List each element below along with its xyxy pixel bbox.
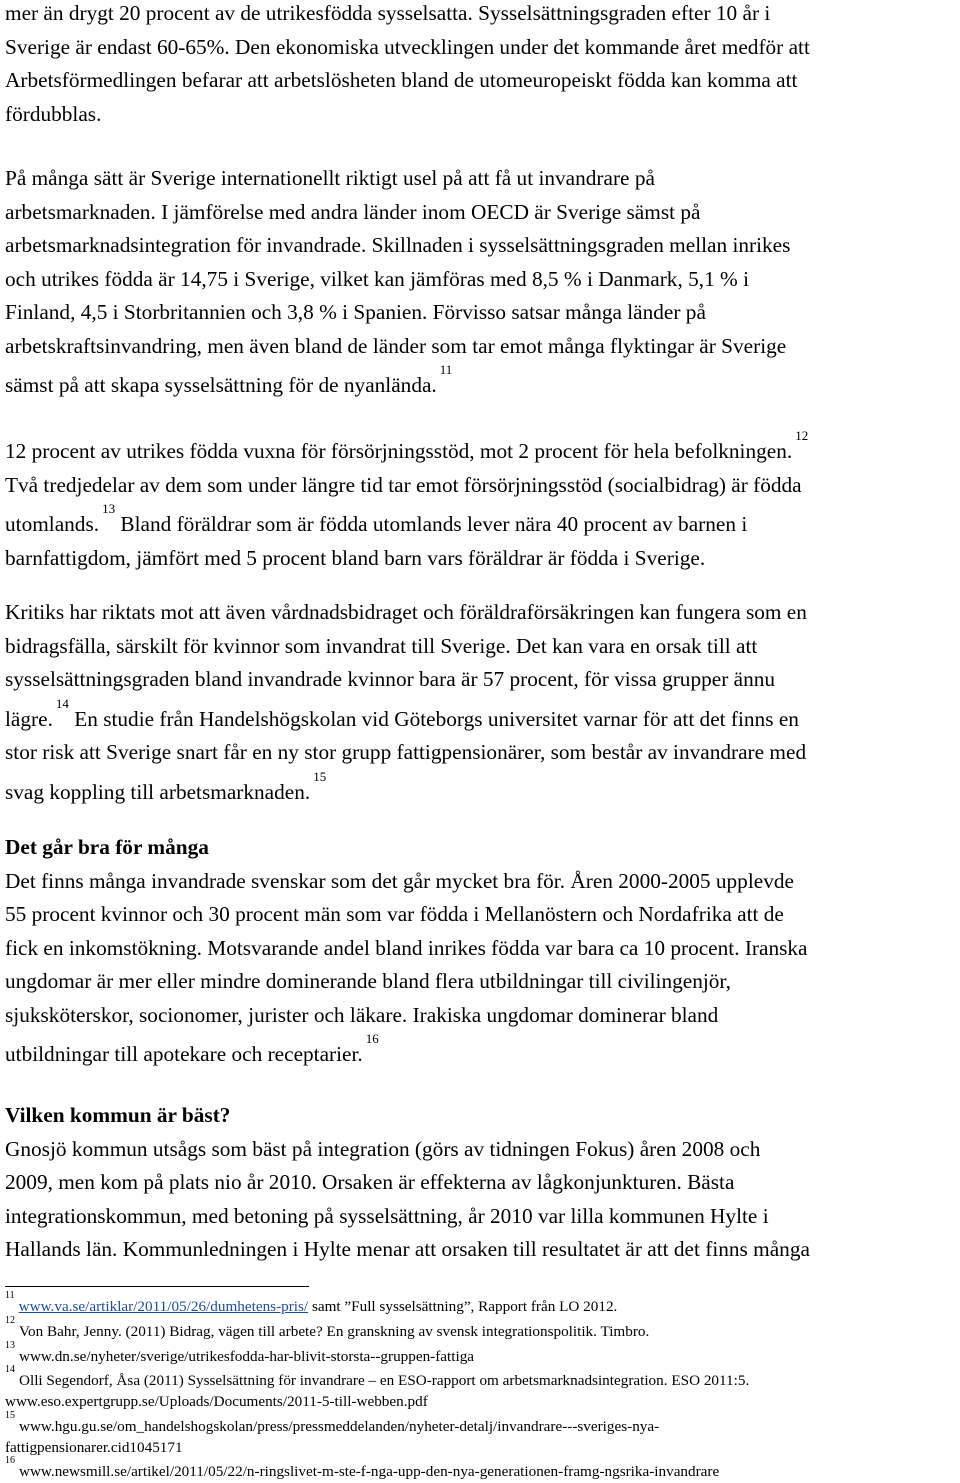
- text-segment: En studie från Handelshögskolan vid Göteborgs universitet varnar för att det finns en: [68, 706, 799, 731]
- text-line: arbetskraftsinvandring, men även bland de länder som tar emot många flyktingar är Sverige: [5, 333, 787, 358]
- text-line: På många sätt är Sverige internationellt riktigt usel på att få ut invandrare på: [5, 166, 655, 190]
- text-line: 55 procent kvinnor och 30 procent män som var födda i Mellanöstern och Nordafrika att de: [5, 902, 784, 926]
- text-line: arbetsmarknadsintegration för invandrade. Skillnaden i sysselsättningsgraden mellan inrikes: [5, 233, 791, 257]
- section-success: [5, 831, 960, 1072]
- text-segment: Bland föräldrar som är födda utomlands lever nära 40 procent av barnen i: [115, 512, 748, 537]
- text-line: sysselsättningsgraden bland invandrade kvinnor bara är 57 procent, för vissa grupper ännu: [5, 667, 776, 691]
- footnote-ref-12[interactable]: 12: [795, 428, 809, 443]
- text-line: [5, 770, 960, 810]
- footnote-13: [5, 1339, 960, 1368]
- text-line: [5, 697, 960, 737]
- text-line: Hallands län. Kommunledningen i Hylte menar att orsaken till resultatet är att det finns många: [5, 1237, 810, 1261]
- footnote-ref-13[interactable]: 13: [102, 501, 116, 517]
- text-line: Det finns många invandrade svenskar som det går mycket bra för. Åren 2000-2005 upplevde: [5, 868, 794, 893]
- footnote-ref-11[interactable]: 11: [439, 362, 453, 377]
- text-line: 2009, men kom på plats nio år 2010. Orsaken är effekterna av lågkonjunkturen. Bästa: [5, 1170, 735, 1194]
- text-line: [5, 1032, 960, 1072]
- text-line: fördubblas.: [5, 101, 102, 126]
- footnote-text: www.dn.se/nyheter/sverige/utrikesfodda-har-blivit-storsta--gruppen-fattiga: [19, 1347, 475, 1365]
- text-line: [5, 502, 960, 542]
- text-line: stor risk att Sverige snart får en ny stor grupp fattigpensionärer, som består av invandrare med: [5, 740, 807, 765]
- text-line: Kritiks har riktats mot att även vårdnadsbidraget och föräldraförsäkringen kan fungera som en: [5, 600, 807, 624]
- text-line: Sverige är endast 60-65%. Den ekonomiska utvecklingen under det kommande året medför att: [5, 34, 810, 59]
- text-line: sjuksköterskor, socionomer, jurister och läkare. Irakiska ungdomar dominerar bland: [5, 1002, 719, 1027]
- text-line: integrationskommun, med betoning på sysselsättning, år 2010 var lilla kommunen Hylte i: [5, 1203, 769, 1228]
- text-segment: utomlands.: [5, 512, 100, 537]
- text-line: Gnosjö kommun utsågs som bäst på integration (görs av tidningen Fokus) åren 2008 och: [5, 1136, 761, 1161]
- text-line: mer än drygt 20 procent av de utrikesfödda sysselsatta. Sysselsättningsgraden efter 10 år i: [5, 1, 771, 25]
- text-line: Arbetsförmedlingen befarar att arbetslösheten bland de utomeuropeiskt födda kan komma att: [5, 68, 798, 92]
- footnote-15-continued: fattigpensionarer.cid1045171: [5, 1438, 183, 1456]
- text-segment: utbildningar till apotekare och receptarier.: [5, 1042, 363, 1067]
- section-heading: Vilken kommun är bäst?: [5, 1103, 231, 1127]
- text-segment: lägre.: [5, 706, 53, 731]
- footnote-14: [5, 1364, 960, 1392]
- footnote-15: [5, 1409, 960, 1438]
- section-heading: Det går bra för många: [5, 835, 209, 859]
- paragraph-intro: [5, 0, 960, 131]
- text-line: ungdomar är mer eller mindre dominerande bland flera utbildningar till civilingenjör,: [5, 969, 731, 993]
- footnote-ref-16[interactable]: 16: [365, 1031, 379, 1046]
- footnote-link[interactable]: www.va.se/artiklar/2011/05/26/dumhetens-pris/: [18, 1298, 309, 1316]
- footnote-12: [5, 1314, 960, 1343]
- paragraph-oecd: [5, 162, 960, 403]
- footnote-text: Olli Segendorf, Åsa (2011) Sysselsättning för invandrare – en ESO-rapport om arbetsmarknadsintegration. ESO 2011:5.: [19, 1372, 750, 1390]
- text-line: och utrikes födda är 14,75 i Sverige, vilket kan jämföras med 8,5 % i Danmark, 5,1 % i: [5, 266, 750, 291]
- footnote-14-continued: www.eso.expertgrupp.se/Uploads/Documents/2011-5-till-webben.pdf: [5, 1393, 428, 1411]
- text-segment: 12 procent av utrikes födda vuxna för försörjningsstöd, mot 2 procent för hela befolkningen.: [5, 439, 793, 464]
- footnote-number: 16: [5, 1455, 15, 1467]
- footnote-ref-14[interactable]: 14: [55, 695, 69, 711]
- footnote-16: [5, 1455, 960, 1483]
- footnote-11: [5, 1290, 960, 1318]
- text-segment: sämst på att skapa sysselsättning för de nyanlända.: [5, 373, 437, 398]
- text-line: barnfattigdom, jämfört med 5 procent bland barn vars föräldrar är födda i Sverige.: [5, 545, 706, 570]
- text-line: fick en inkomstökning. Motsvarande andel bland inrikes födda var bara ca 10 procent. Iranska: [5, 935, 808, 960]
- text-segment: svag koppling till arbetsmarknaden.: [5, 779, 311, 804]
- footnote-ref-15[interactable]: 15: [313, 768, 327, 784]
- footnote-text: Von Bahr, Jenny. (2011) Bidrag, vägen till arbete? En granskning av svensk integrationspolitik. Timbro.: [19, 1322, 650, 1340]
- text-line: [5, 429, 960, 469]
- footnote-number: 12: [5, 1314, 15, 1326]
- footnote-text: www.hgu.gu.se/om_handelshogskolan/press/pressmeddelanden/nyheter-detalj/invandrare---sveriges-nya-: [19, 1417, 660, 1435]
- text-line: Finland, 4,5 i Storbritannien och 3,8 % i Spanien. Förvisso satsar många länder på: [5, 300, 706, 324]
- footnote-number: 14: [5, 1364, 15, 1376]
- paragraph-criticism: [5, 596, 960, 809]
- footnote-text: www.newsmill.se/artikel/2011/05/22/n-ringslivet-m-ste-f-nga-upp-den-nya-generationen-framg-ngsrika-invandrare: [19, 1463, 720, 1481]
- footnote-separator: [5, 1286, 309, 1287]
- section-best-municipality: [5, 1099, 960, 1267]
- text-line: Två tredjedelar av dem som under längre tid tar emot försörjningsstöd (socialbidrag) är födda: [5, 472, 802, 497]
- text-line: arbetsmarknaden. I jämförelse med andra länder inom OECD är Sverige sämst på: [5, 199, 701, 224]
- text-line: [5, 363, 960, 403]
- footnote-text: samt ”Full sysselsättning”, Rapport från LO 2012.: [308, 1298, 618, 1316]
- footnote-number: 11: [5, 1290, 15, 1301]
- footnote-number: 13: [5, 1339, 15, 1351]
- footnote-number: 15: [5, 1409, 15, 1421]
- footnotes: [5, 1290, 960, 1483]
- text-line: bidragsfälla, särskilt för kvinnor som invandrat till Sverige. Det kan vara en orsak till att: [5, 633, 758, 658]
- paragraph-welfare: [5, 429, 960, 575]
